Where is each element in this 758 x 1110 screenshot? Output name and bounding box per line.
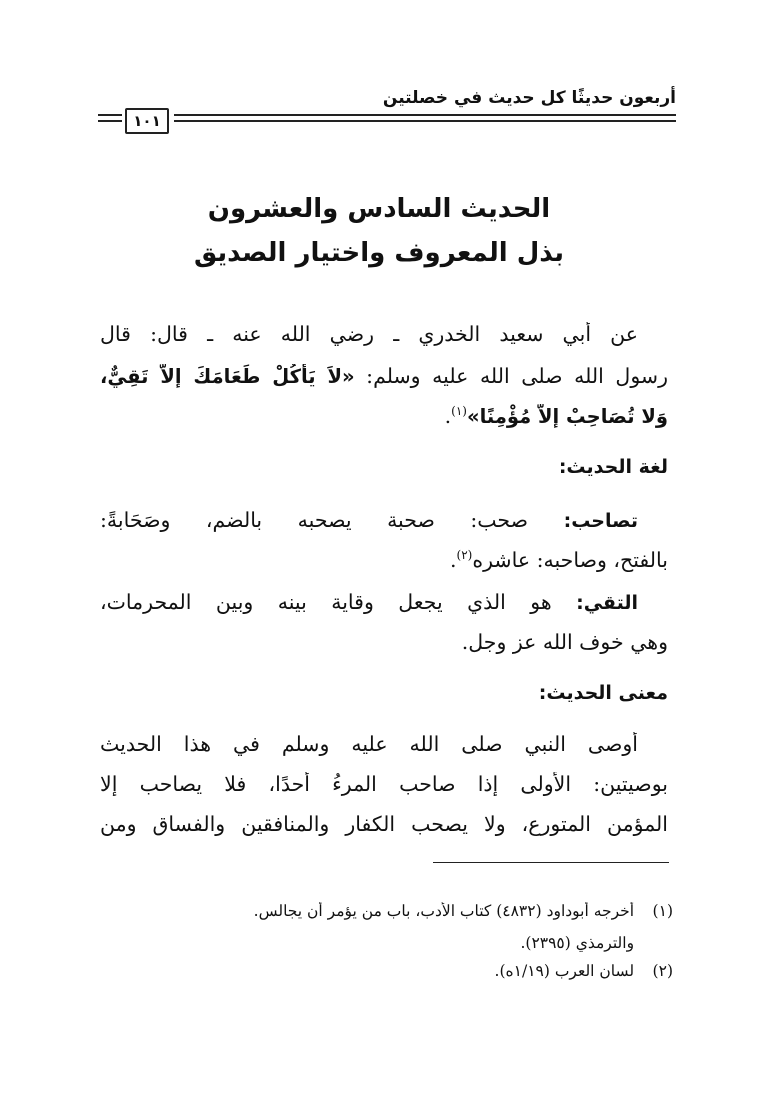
footnote-number: (١) <box>652 902 673 920</box>
footnote-1-continued <box>100 934 673 952</box>
narration-text: رسول الله صلى الله عليه وسلم: <box>354 364 668 388</box>
definition-text: هو الذي يجعل وقاية بينه وبين المحرمات، <box>100 590 577 614</box>
meaning-text: المؤمن المتورع، ولا يصحب الكفار والمنافقين والفساق ومن <box>100 812 668 836</box>
narration-text: عن أبي سعيد الخدري ـ رضي الله عنه ـ قال: قال <box>100 322 638 346</box>
footnote-2 <box>100 962 673 980</box>
meaning-heading: معنى الحديث: <box>538 682 668 704</box>
book-title: أربعون حديثًا كل حديث في خصلتين <box>382 88 676 108</box>
footnote-text: والترمذي (٢٣٩٥). <box>520 934 635 952</box>
definition-text: صحب: صحبة يصحبه بالضم، وصَحَابةً: <box>100 508 564 532</box>
meaning-line-3 <box>100 812 668 836</box>
hadith-quote: وَلا تُصَاحِبْ إِلاَّ مُؤْمِنًا» <box>466 405 668 428</box>
meaning-text: بوصيتين: الأولى إذا صاحب المرءُ أحدًا، فلا يصاحب إلا <box>100 772 668 796</box>
language-line-3 <box>100 590 668 614</box>
header-rule-left-top <box>98 114 122 116</box>
meaning-text: أوصى النبي صلى الله عليه وسلم في هذا الحديث <box>100 732 638 756</box>
hadith-title: الحديث السادس والعشرون <box>207 194 551 224</box>
header-rule-bottom <box>174 120 676 122</box>
header-rule-top <box>174 114 676 116</box>
hadith-quote: «لاَ يَأْكُلْ طَعَامَكَ إِلاَّ تَقِيٌّ، <box>100 365 355 388</box>
footnote-separator <box>433 862 669 863</box>
footnote-number: (٢) <box>652 962 673 980</box>
narration-text: . <box>444 404 452 428</box>
term-tasahib: تصاحب: <box>563 510 638 532</box>
footnote-ref-2: (٢) <box>456 548 473 563</box>
term-taqi: التقي: <box>576 592 638 614</box>
narration-line-2 <box>100 364 668 388</box>
definition-text: بالفتح، وصاحبه: عاشره <box>472 548 668 572</box>
narration-line-1 <box>100 322 668 346</box>
hadith-subtitle: بذل المعروف واختيار الصديق <box>193 238 565 268</box>
footnote-ref-1: (١) <box>451 404 467 419</box>
header-rule-left-bottom <box>98 120 122 122</box>
footnote-text: أخرجه أبوداود (٤٨٣٢) كتاب الأدب، باب من يؤمر أن يجالس. <box>253 902 635 920</box>
footnote-1 <box>100 902 673 920</box>
running-header <box>98 82 676 138</box>
footnote-text: لسان العرب (١/١٩ه). <box>494 962 635 980</box>
narration-line-3 <box>100 404 668 428</box>
meaning-line-1 <box>100 732 668 756</box>
page-number: ١٠١ <box>125 108 169 134</box>
language-line-2 <box>100 548 668 572</box>
language-line-1 <box>100 508 668 532</box>
language-line-4 <box>100 630 668 654</box>
meaning-line-2 <box>100 772 668 796</box>
definition-text: . <box>449 548 457 572</box>
definition-text: وهي خوف الله عز وجل. <box>461 630 668 654</box>
language-heading: لغة الحديث: <box>558 456 668 478</box>
